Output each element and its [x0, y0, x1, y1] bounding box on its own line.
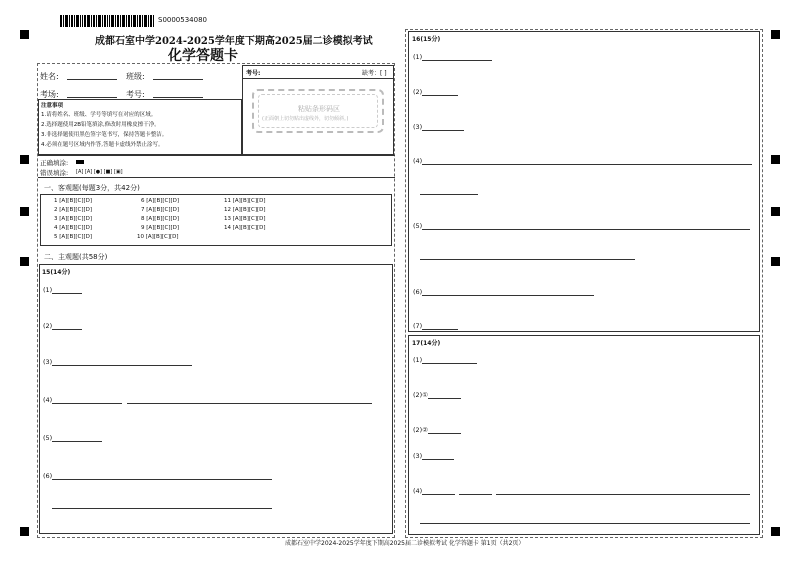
q16-answer-line-3[interactable]	[422, 130, 464, 131]
barcode-number: S0000534080	[158, 16, 207, 24]
mc-question-13[interactable]: 13 [A][B][C][D]	[224, 216, 266, 222]
mc-question-9[interactable]: 9 [A][B][C][D]	[141, 225, 180, 231]
barcode-area-title: 粘贴条形码区	[298, 105, 340, 113]
q15-part-6: (6)	[43, 472, 53, 480]
mc-question-8[interactable]: 8 [A][B][C][D]	[141, 216, 180, 222]
q17-answer-line-4d[interactable]	[420, 523, 750, 524]
note-item: 2.选择题使用2B铅笔填涂,修改时用橡皮擦干净。	[41, 122, 160, 128]
mc-question-4[interactable]: 4 [A][B][C][D]	[54, 225, 93, 231]
q15-part-2: (2)	[43, 322, 53, 330]
q15-title: 15(14分)	[42, 269, 71, 276]
q17-answer-box	[408, 335, 760, 535]
q16-title: 16(15分)	[412, 36, 441, 43]
q17-part-1: (1)	[413, 356, 423, 364]
alignment-marker	[20, 207, 29, 216]
alignment-marker	[771, 155, 780, 164]
name-label: 姓名:	[40, 72, 59, 81]
q15-answer-line-3[interactable]	[52, 365, 192, 366]
school-title: 成都石室中学2024-2025学年度下期高2025届二诊模拟考试	[95, 36, 373, 47]
q17-part-2b: (2)②	[413, 426, 429, 434]
subject-title: 化学答题卡	[168, 48, 238, 64]
alignment-marker	[771, 207, 780, 216]
fill-correct-label: 正确填涂:	[40, 159, 69, 167]
q15-part-1: (1)	[43, 286, 53, 294]
mc-question-12[interactable]: 12 [A][B][C][D]	[224, 207, 266, 213]
class-field[interactable]	[153, 79, 203, 80]
q17-part-4: (4)	[413, 487, 423, 495]
q16-answer-line-4a[interactable]	[422, 164, 752, 165]
q17-part-2a: (2)①	[413, 391, 429, 399]
q16-part-6: (6)	[413, 288, 423, 296]
mc-question-1[interactable]: 1 [A][B][C][D]	[54, 198, 93, 204]
q15-answer-line-5[interactable]	[52, 441, 102, 442]
fill-example-bottom	[38, 177, 395, 178]
q17-answer-line-4b[interactable]	[459, 494, 492, 495]
note-item: 4.必须在题号区域内作答,答题卡虚线外禁止涂写。	[41, 142, 164, 148]
q15-answer-line-6b[interactable]	[52, 508, 272, 509]
fill-wrong-label: 错误填涂:	[40, 169, 69, 177]
q16-answer-line-6[interactable]	[422, 295, 594, 296]
q16-answer-line-5a[interactable]	[422, 229, 750, 230]
class-label: 班级:	[126, 72, 145, 81]
q16-answer-line-2[interactable]	[422, 95, 458, 96]
mc-question-11[interactable]: 11 [A][B][C][D]	[224, 198, 266, 204]
exam-number-divider	[242, 78, 394, 79]
mc-question-10[interactable]: 10 [A][B][C][D]	[137, 234, 179, 240]
section1-title: 一、客观题(每题3分，共42分)	[44, 184, 140, 192]
q15-part-5: (5)	[43, 434, 53, 442]
q16-answer-line-1[interactable]	[422, 60, 492, 61]
q17-title: 17(14分)	[412, 340, 441, 347]
mc-question-7[interactable]: 7 [A][B][C][D]	[141, 207, 180, 213]
q15-answer-line-2[interactable]	[52, 329, 82, 330]
fill-correct-sample	[76, 160, 84, 164]
alignment-marker	[20, 155, 29, 164]
note-item: 3.非选择题使用黑色签字笔书写，保持答题卡整洁。	[41, 132, 168, 138]
id-field[interactable]	[153, 97, 203, 98]
room-label: 考场:	[40, 90, 59, 99]
q16-part-5: (5)	[413, 222, 423, 230]
room-field[interactable]	[67, 97, 117, 98]
mc-answer-box	[40, 194, 392, 246]
alignment-marker	[20, 527, 29, 536]
mc-question-6[interactable]: 6 [A][B][C][D]	[141, 198, 180, 204]
q16-part-3: (3)	[413, 123, 423, 131]
note-item: 1.请将姓名、班级、学号等填写在对应的区域。	[41, 112, 157, 118]
fill-wrong-samples: [A] [A] [●] [■] [▣]	[76, 169, 123, 175]
notes-title: 注意事项	[41, 103, 64, 109]
name-field[interactable]	[67, 79, 117, 80]
missing-exam-label[interactable]: 缺考：[ ]	[362, 70, 387, 77]
q15-answer-line-1[interactable]	[52, 293, 82, 294]
q15-answer-box	[39, 264, 393, 534]
q16-part-4: (4)	[413, 157, 423, 165]
q16-answer-box	[408, 31, 760, 332]
page-footer: 成都石室中学2024-2025学年度下期高2025届二诊模拟考试 化学答题卡 第1页（共2页）	[285, 540, 525, 547]
alignment-marker	[771, 257, 780, 266]
q15-answer-line-6a[interactable]	[52, 479, 272, 480]
mc-question-3[interactable]: 3 [A][B][C][D]	[54, 216, 93, 222]
q16-answer-line-5b[interactable]	[420, 259, 635, 260]
alignment-marker	[771, 30, 780, 39]
q17-answer-line-4c[interactable]	[496, 494, 750, 495]
q17-answer-line-4a[interactable]	[422, 494, 455, 495]
q16-part-1: (1)	[413, 53, 423, 61]
exam-number-label: 考号:	[246, 70, 261, 77]
barcode-area-subtitle: (正面朝上切勿贴出虚线外，切勿倾斜。)	[262, 116, 349, 122]
q16-part-7: (7)	[413, 322, 423, 330]
q17-answer-line-2b[interactable]	[428, 433, 461, 434]
q17-part-3: (3)	[413, 452, 423, 460]
mc-question-14[interactable]: 14 [A][B][C][D]	[224, 225, 266, 231]
q15-answer-line-4a[interactable]	[52, 403, 122, 404]
q17-answer-line-1[interactable]	[422, 363, 477, 364]
mc-question-5[interactable]: 5 [A][B][C][D]	[54, 234, 93, 240]
q16-answer-line-4b[interactable]	[420, 194, 478, 195]
q16-answer-line-7[interactable]	[422, 329, 458, 330]
alignment-marker	[20, 257, 29, 266]
q15-answer-line-4b[interactable]	[127, 403, 372, 404]
q16-part-2: (2)	[413, 88, 423, 96]
q17-answer-line-3[interactable]	[422, 459, 454, 460]
alignment-marker	[20, 30, 29, 39]
barcode	[60, 15, 154, 27]
id-label: 考号:	[126, 90, 145, 99]
alignment-marker	[771, 527, 780, 536]
q15-part-3: (3)	[43, 358, 53, 366]
q15-part-4: (4)	[43, 396, 53, 404]
section2-title: 二、主观题(共58分)	[44, 253, 108, 261]
q17-answer-line-2a[interactable]	[428, 398, 461, 399]
fill-example-divider	[38, 155, 395, 156]
mc-question-2[interactable]: 2 [A][B][C][D]	[54, 207, 93, 213]
